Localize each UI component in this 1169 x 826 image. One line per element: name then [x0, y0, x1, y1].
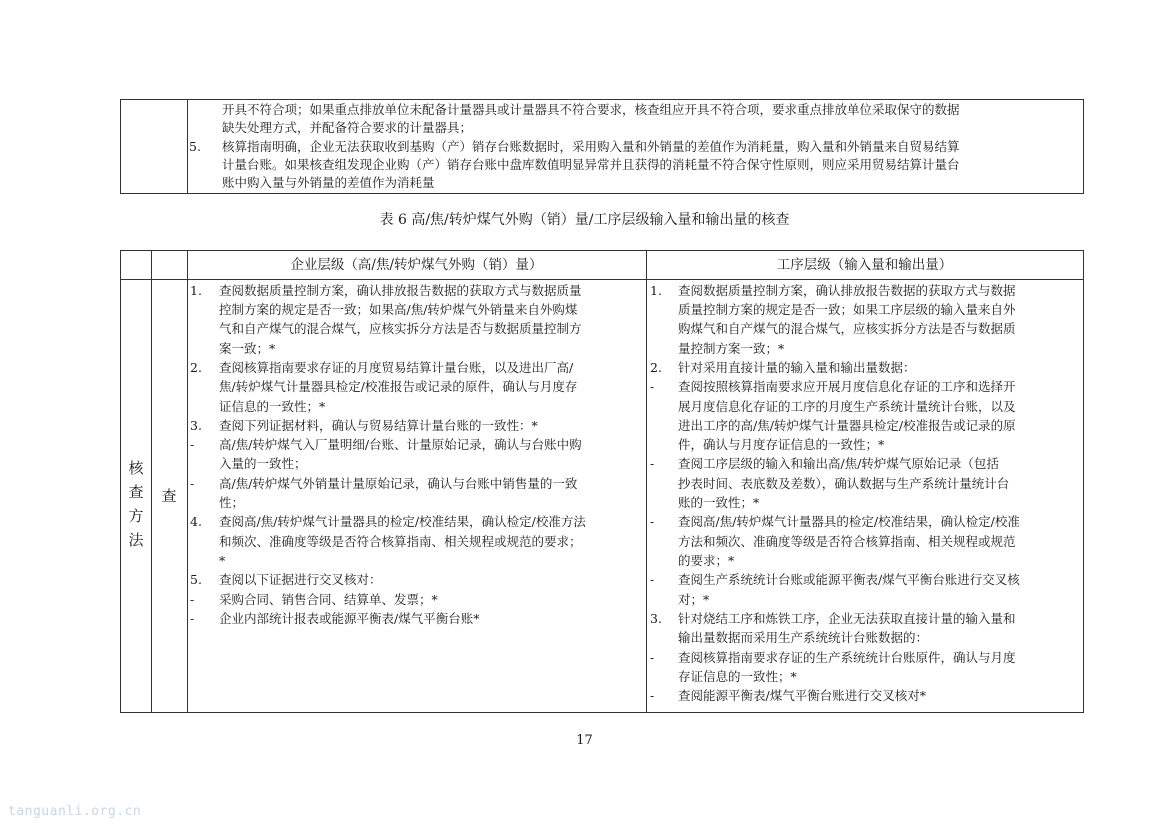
continuation-line: 核算指南明确，企业无法获取收到基购（产）销存台账数据时，采用购入量和外销量的差值作为消耗量，购入量和外销量来自贸易结算: [222, 139, 960, 154]
header-divider: [121, 279, 1083, 280]
item-marker: -: [650, 456, 655, 471]
process-line: 对；*: [678, 592, 710, 607]
sub-label-check: 查: [161, 487, 177, 505]
process-line: 查阅能源平衡表/煤气平衡台账进行交叉核对*: [678, 688, 926, 703]
enterprise-line: 高/焦/转炉煤气入厂量明细/台账、计量原始记录，确认与台账中购: [219, 437, 582, 452]
enterprise-line: 和频次、准确度等级是否符合核算指南、相关规程或规范的要求；: [219, 534, 582, 549]
enterprise-line: 查阅核算指南要求存证的月度贸易结算计量台账，以及进出厂高/: [219, 360, 574, 375]
enterprise-line: 入量的一致性；: [219, 456, 307, 471]
column-divider: [187, 251, 188, 712]
process-line: 展月度信息化存证的工序的月度生产系统计量统计台账，以及: [678, 399, 1016, 414]
process-line: 进出工序的高/焦/转炉煤气计量器具检定/校准报告或记录的原: [678, 418, 1016, 433]
enterprise-line: 高/焦/转炉煤气外销量计量原始记录，确认与台账中销售量的一致: [219, 476, 578, 491]
enterprise-line: 查阅下列证据材料，确认与贸易结算计量台账的一致性：*: [219, 418, 538, 433]
enterprise-line: 性；: [219, 495, 245, 510]
enterprise-line: 焦/转炉煤气计量器具检定/校准报告或记录的原件，确认与月度存: [219, 379, 578, 394]
verification-table: [120, 250, 1084, 713]
item-marker: 3.: [650, 611, 662, 626]
continuation-line: 开具不符合项；如果重点排放单位未配备计量器具或计量器具不符合要求，核查组应开具不符合项，要求重点排放单位采取保守的数据: [222, 102, 960, 117]
enterprise-line: 气和自产煤气的混合煤气，应核实拆分方法是否与数据质量控制方: [219, 321, 582, 336]
item-marker: -: [650, 688, 655, 703]
item-marker: 1.: [190, 283, 202, 298]
process-line: 查阅按照核算指南要求应开展月度信息化存证的工序和选择开: [678, 379, 1016, 394]
item-marker: -: [190, 476, 195, 491]
process-line: 的要求；*: [678, 553, 735, 568]
side-label-char: 方: [128, 507, 144, 525]
process-line: 查阅高/焦/转炉煤气计量器具的检定/校准结果，确认检定/校准: [678, 514, 1020, 529]
watermark: tanguanli.org.cn: [8, 804, 142, 819]
item-marker: -: [650, 379, 655, 394]
process-line: 查阅工序层级的输入和输出高/焦/转炉煤气原始记录（包括: [678, 456, 999, 471]
item-marker: -: [190, 437, 195, 452]
item-marker: -: [650, 514, 655, 529]
item-marker: -: [650, 650, 655, 665]
process-line: 件，确认与月度存证信息的一致性；*: [678, 437, 885, 452]
item-marker: -: [650, 572, 655, 587]
process-line: 查阅生产系统统计台账或能源平衡表/煤气平衡台账进行交叉核: [678, 572, 1020, 587]
process-line: 存证信息的一致性；*: [678, 669, 797, 684]
enterprise-line: 案一致；*: [219, 341, 276, 356]
enterprise-line: 查阅高/焦/转炉煤气计量器具的检定/校准结果，确认检定/校准方法: [219, 514, 586, 529]
process-line: 购煤气和自产煤气的混合煤气，应核实拆分方法是否与数据质: [678, 321, 1016, 336]
item-marker: 5.: [190, 572, 202, 587]
item-marker: 2.: [650, 360, 662, 375]
process-line: 方法和频次、准确度等级是否符合核算指南、相关规程或规范: [678, 534, 1016, 549]
item-marker: 3.: [190, 418, 202, 433]
enterprise-line: 控制方案的规定是否一致；如果高/焦/转炉煤气外销量来自外购煤: [219, 302, 578, 317]
enterprise-line: *: [219, 553, 226, 568]
item-marker: -: [190, 592, 195, 607]
enterprise-line: 采购合同、销售合同、结算单、发票；*: [219, 592, 438, 607]
item-marker: 5.: [189, 139, 201, 154]
side-label-char: 查: [128, 483, 144, 501]
process-line: 查阅数据质量控制方案，确认排放报告数据的获取方式与数据: [678, 283, 1016, 298]
continuation-line: 账中购入量与外销量的差值作为消耗量: [222, 175, 435, 190]
process-line: 查阅核算指南要求存证的生产系统统计台账原件，确认与月度: [678, 650, 1016, 665]
process-line: 输出量数据而采用生产系统统计台账数据的：: [678, 630, 929, 645]
table-caption: 表 6 高/焦/转炉煤气外购（销）量/工序层级输入量和输出量的核查: [379, 212, 790, 228]
continuation-table: [120, 99, 1084, 194]
header-enterprise-level: 企业层级（高/焦/转炉煤气外购（销）量）: [290, 257, 543, 273]
item-marker: 4.: [190, 514, 202, 529]
continuation-line: 缺失处理方式，并配备符合要求的计量器具；: [222, 120, 473, 135]
process-line: 质量控制方案的规定是否一致；如果工序层级的输入量来自外: [678, 302, 1016, 317]
side-label-char: 核: [128, 459, 144, 477]
header-process-level: 工序层级（输入量和输出量）: [776, 257, 953, 273]
column-divider: [151, 251, 152, 712]
process-line: 账的一致性；*: [678, 495, 760, 510]
continuation-line: 计量台账。如果核查组发现企业购（产）销存台账中盘库数值明显异常并且获得的消耗量不符合保守性原则，则应采用贸易结算计量台: [222, 157, 960, 172]
enterprise-line: 查阅数据质量控制方案，确认排放报告数据的获取方式与数据质量: [219, 283, 582, 298]
column-divider: [646, 251, 647, 712]
item-marker: 2.: [190, 360, 202, 375]
process-line: 抄表时间、表底数及差数），确认数据与生产系统计量统计台: [678, 476, 1010, 491]
enterprise-line: 查阅以下证据进行交叉核对：: [219, 572, 382, 587]
item-marker: 1.: [650, 283, 662, 298]
side-label-char: 法: [128, 531, 144, 549]
process-line: 针对烧结工序和炼铁工序，企业无法获取直接计量的输入量和: [678, 611, 1016, 626]
enterprise-line: 证信息的一致性；*: [219, 399, 326, 414]
item-marker: -: [190, 611, 195, 626]
enterprise-line: 企业内部统计报表或能源平衡表/煤气平衡台账*: [219, 611, 480, 626]
process-line: 量控制方案一致；*: [678, 341, 785, 356]
continuation-table-empty-cell: [121, 100, 188, 193]
page-number: 17: [576, 733, 593, 748]
process-line: 针对采用直接计量的输入量和输出量数据：: [678, 360, 916, 375]
